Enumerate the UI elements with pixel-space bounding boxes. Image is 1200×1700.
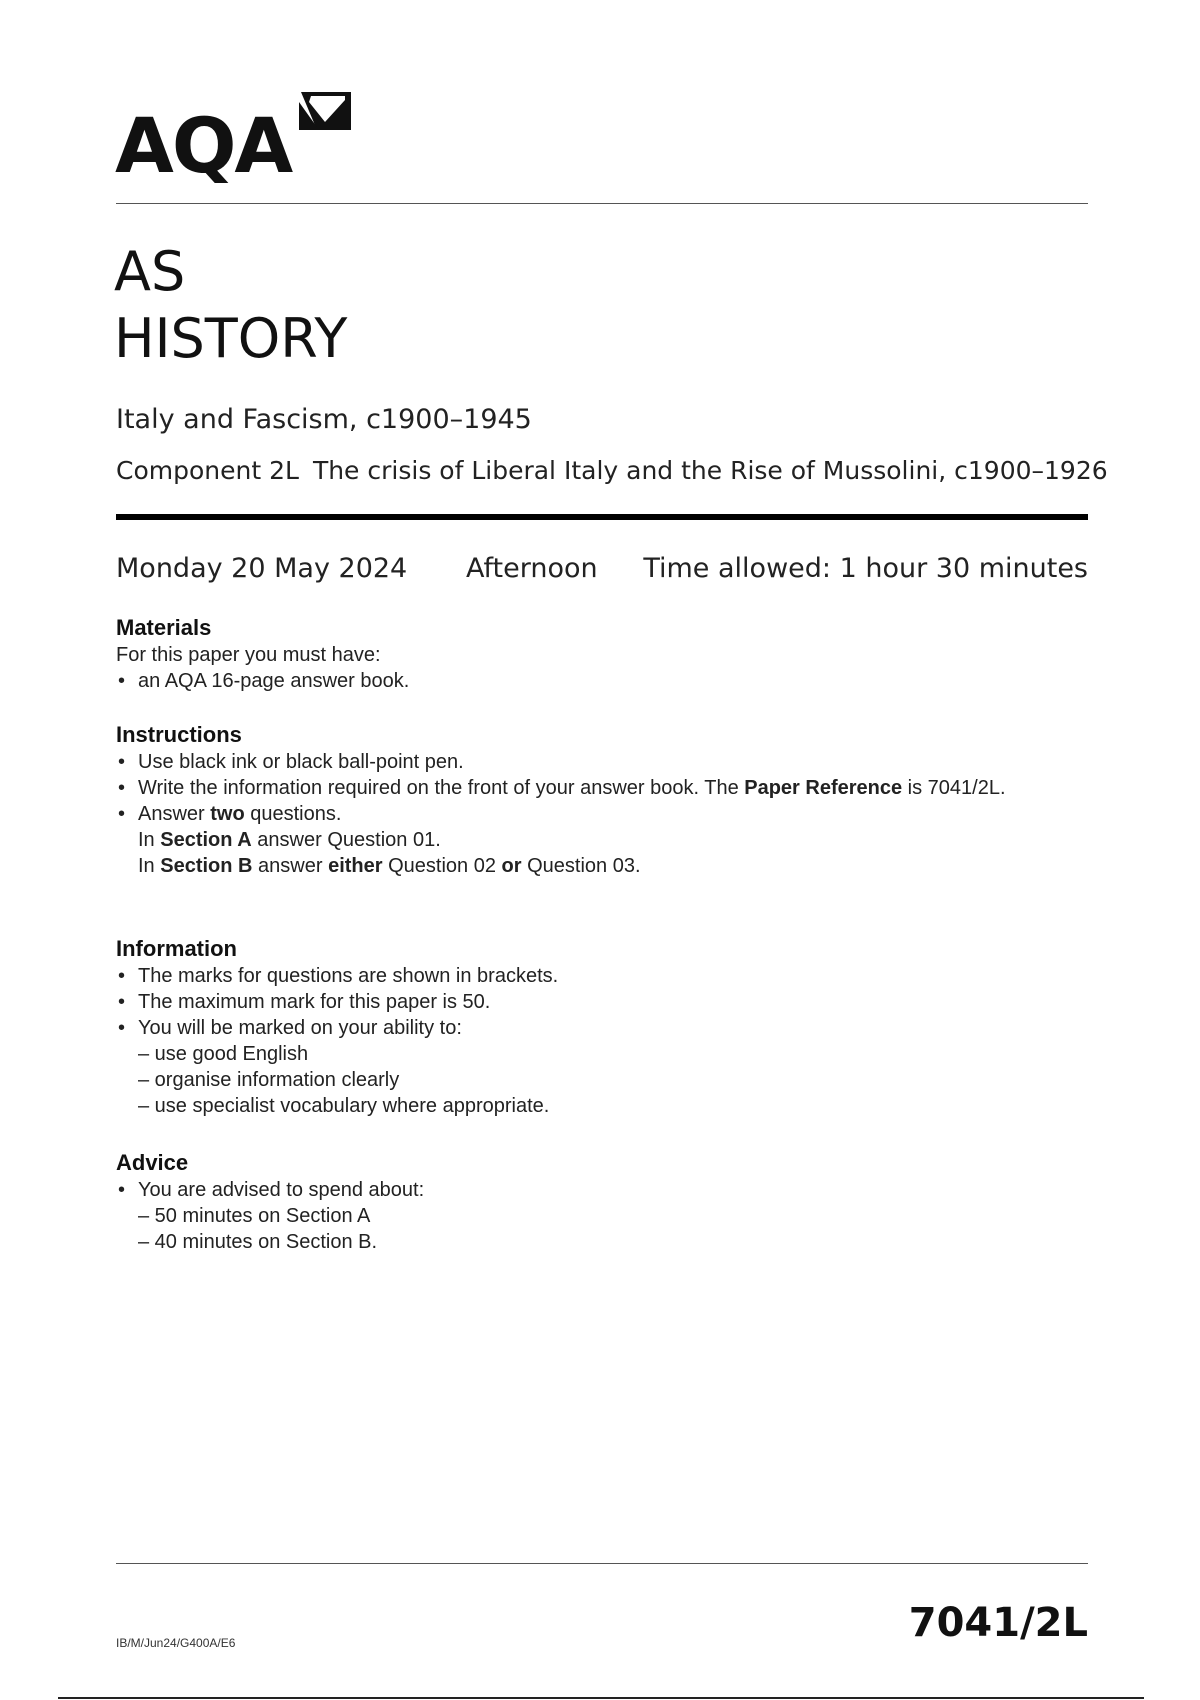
information-item: • You will be marked on your ability to: – use good English – organise information clearly – use specialist vocabulary where appropriate.	[116, 1015, 558, 1119]
header-divider	[116, 203, 1088, 204]
aqa-tick-mark-icon	[297, 88, 355, 146]
information-subline: – organise information clearly	[138, 1069, 400, 1091]
advice-subline: – 50 minutes on Section A	[138, 1205, 371, 1227]
advice-section	[116, 1149, 424, 1255]
aqa-logo	[115, 88, 355, 188]
information-subline: – use good English	[138, 1043, 309, 1065]
instruction-item: • Answer two questions. In Section A answer Question 01. In Section B answer either Question 02 or Question 03.	[116, 801, 1058, 879]
subject-title: HISTORY	[114, 307, 348, 370]
qualification-level: AS	[114, 240, 186, 303]
exam-session: Afternoon	[466, 553, 598, 584]
materials-item: • an AQA 16-page answer book.	[116, 668, 409, 694]
advice-heading: Advice	[116, 1150, 189, 1175]
information-subline: – use specialist vocabulary where appropriate.	[138, 1095, 550, 1117]
logo-text: AQA	[115, 101, 292, 190]
component-title: The crisis of Liberal Italy and the Rise of Mussolini, c1900–1926	[312, 456, 1108, 485]
footer-divider	[116, 1563, 1088, 1564]
component-code: Component 2L	[116, 456, 299, 485]
instruction-subline: In Section B answer either Question 02 or Question 03.	[138, 855, 641, 877]
information-heading: Information	[116, 936, 237, 961]
information-item: • The maximum mark for this paper is 50.	[116, 989, 558, 1015]
page-bottom-edge	[58, 1697, 1144, 1699]
exam-time-allowed: Time allowed: 1 hour 30 minutes	[643, 553, 1088, 584]
information-section	[116, 935, 558, 1119]
instruction-item: • Write the information required on the front of your answer book. The Paper Reference is 7041/2L.	[116, 775, 1058, 801]
title-divider	[116, 514, 1088, 520]
paper-reference: 7041/2L	[908, 1600, 1088, 1646]
instruction-subline: In Section A answer Question 01.	[138, 829, 441, 851]
paper-subtitle: Italy and Fascism, c1900–1945	[116, 404, 532, 435]
instructions-section	[116, 721, 1058, 879]
materials-heading: Materials	[116, 615, 212, 640]
exam-date: Monday 20 May 2024	[116, 553, 408, 584]
advice-subline: – 40 minutes on Section B.	[138, 1231, 378, 1253]
materials-section	[116, 614, 409, 694]
component-line	[116, 456, 1108, 485]
instructions-heading: Instructions	[116, 722, 242, 747]
instruction-item: • Use black ink or black ball-point pen.	[116, 749, 1058, 775]
information-item: • The marks for questions are shown in brackets.	[116, 963, 558, 989]
advice-item: • You are advised to spend about: – 50 minutes on Section A – 40 minutes on Section B.	[116, 1177, 424, 1255]
materials-intro: For this paper you must have:	[116, 644, 381, 666]
document-code: IB/M/Jun24/G400A/E6	[116, 1636, 236, 1650]
